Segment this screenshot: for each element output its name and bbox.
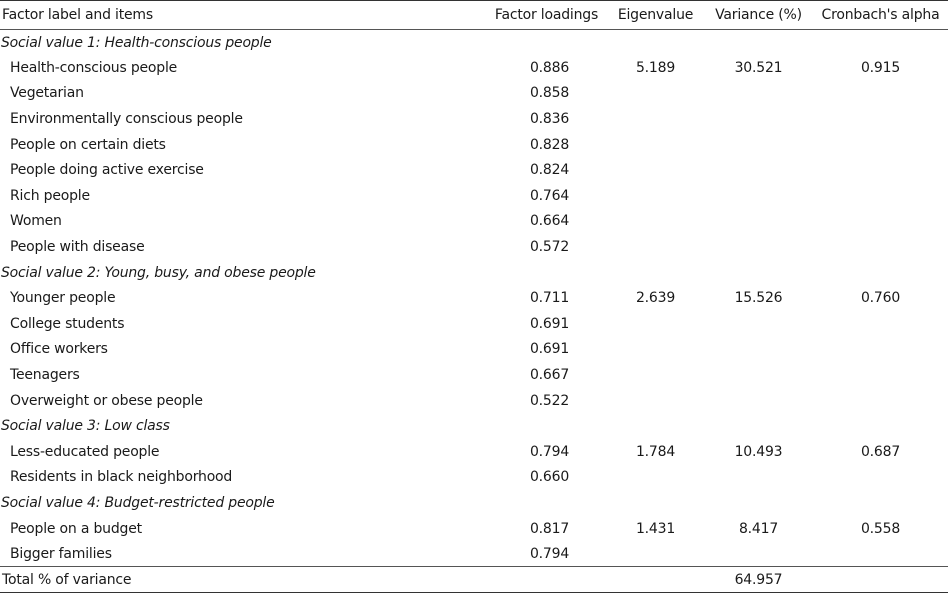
header-loadings: Factor loadings (486, 1, 607, 30)
header-factor: Factor label and items (0, 1, 486, 30)
table-row (0, 516, 948, 542)
item-name: People on certain diets (10, 136, 166, 153)
table-row (0, 541, 948, 567)
table-row (0, 465, 948, 491)
total-row (0, 567, 948, 593)
table-row (0, 234, 948, 260)
table-row (0, 388, 948, 414)
table-row (0, 55, 948, 81)
group-label: Social value 1: Health-conscious people (1, 34, 272, 51)
group-eigenvalue: 1.431 (635, 520, 676, 537)
item-loading: 0.836 (529, 111, 570, 128)
group-variance: 15.526 (734, 290, 783, 307)
item-name: Bigger families (10, 545, 112, 562)
item-name: Vegetarian (10, 85, 84, 102)
table-row (0, 81, 948, 107)
item-name: Environmentally conscious people (10, 111, 243, 128)
item-name: Less-educated people (10, 443, 160, 460)
item-loading: 0.691 (529, 315, 570, 332)
item-name: People doing active exercise (10, 162, 204, 179)
table-row (0, 439, 948, 465)
group-row (0, 260, 948, 286)
item-name: Rich people (10, 187, 90, 204)
group-variance: 30.521 (734, 59, 783, 76)
header-eigenvalue: Eigenvalue (607, 1, 704, 30)
group-row (0, 490, 948, 516)
table-row (0, 132, 948, 158)
table-header (0, 1, 948, 30)
table-row (0, 362, 948, 388)
item-loading: 0.764 (529, 187, 570, 204)
table-row (0, 157, 948, 183)
table-row (0, 337, 948, 363)
table-row (0, 106, 948, 132)
item-name: Overweight or obese people (10, 392, 203, 409)
item-loading: 0.828 (529, 136, 570, 153)
group-alpha: 0.760 (860, 290, 901, 307)
item-name: Office workers (10, 341, 108, 358)
header-variance: Variance (%) (704, 1, 813, 30)
table-row (0, 311, 948, 337)
group-alpha: 0.687 (860, 443, 901, 460)
header-row (0, 1, 948, 30)
table-row (0, 209, 948, 235)
item-name: Health-conscious people (10, 59, 178, 76)
item-name: Teenagers (10, 367, 80, 384)
item-loading: 0.858 (529, 85, 570, 102)
item-loading: 0.522 (529, 392, 570, 409)
table-body (0, 30, 948, 593)
group-label: Social value 3: Low class (1, 418, 170, 435)
item-loading: 0.667 (529, 367, 570, 384)
group-label: Social value 4: Budget-restricted people (1, 494, 275, 511)
item-loading: 0.711 (529, 290, 570, 307)
item-name: Younger people (10, 290, 116, 307)
group-eigenvalue: 5.189 (635, 59, 676, 76)
item-loading: 0.794 (529, 545, 570, 562)
item-loading: 0.660 (529, 469, 570, 486)
group-variance: 8.417 (738, 520, 779, 537)
item-loading: 0.817 (529, 520, 570, 537)
group-alpha: 0.558 (860, 520, 901, 537)
item-name: People with disease (10, 239, 145, 256)
group-row (0, 413, 948, 439)
header-alpha: Cronbach's alpha (813, 1, 948, 30)
group-alpha: 0.915 (860, 59, 901, 76)
item-loading: 0.886 (529, 59, 570, 76)
group-label: Social value 2: Young, busy, and obese people (1, 264, 316, 281)
item-name: Women (10, 213, 62, 230)
group-eigenvalue: 1.784 (635, 443, 676, 460)
item-name: College students (10, 315, 125, 332)
total-variance: 64.957 (704, 567, 813, 593)
total-label: Total % of variance (0, 567, 486, 593)
item-loading: 0.572 (529, 239, 570, 256)
item-loading: 0.794 (529, 443, 570, 460)
item-name: Residents in black neighborhood (10, 469, 233, 486)
table-row (0, 285, 948, 311)
group-row (0, 30, 948, 56)
group-eigenvalue: 2.639 (635, 290, 676, 307)
table-row (0, 183, 948, 209)
item-loading: 0.824 (529, 162, 570, 179)
item-name: People on a budget (10, 520, 142, 537)
group-variance: 10.493 (734, 443, 783, 460)
item-loading: 0.664 (529, 213, 570, 230)
item-loading: 0.691 (529, 341, 570, 358)
